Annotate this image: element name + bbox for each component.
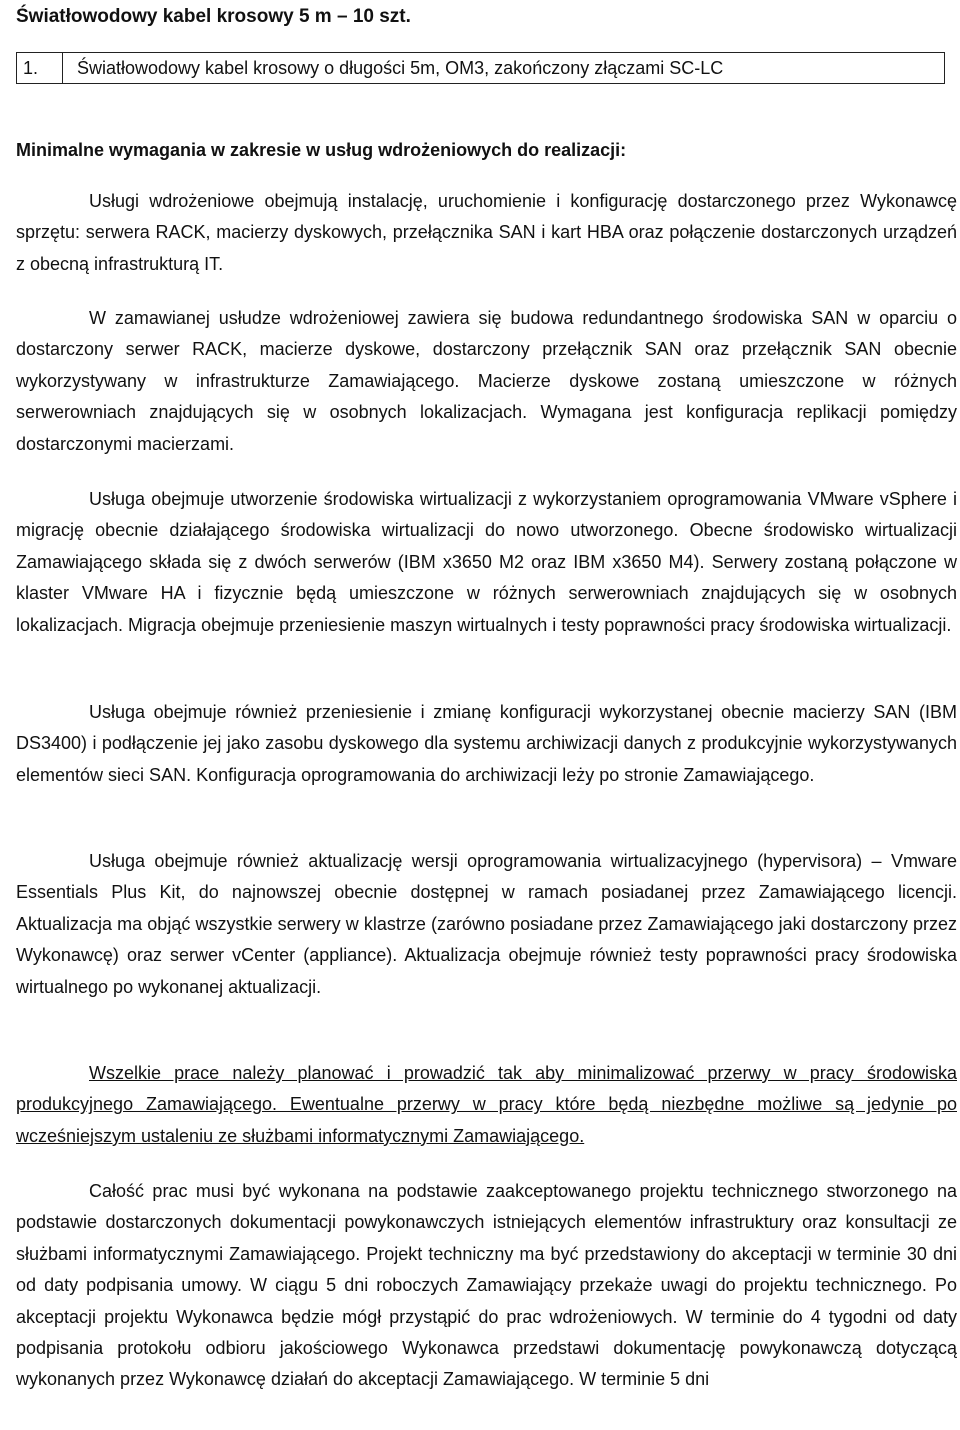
paragraph-san-migration: Usługa obejmuje również przeniesienie i zmianę konfiguracji wykorzystanej obecnie macierzy SAN (IBM DS3400) i podłączenie jej jako zasobu dyskowego dla systemu archiwizacji danych z produkcyjnie wykorzystywanych elementów sieci SAN. Konfiguracja oprogramowania do archiwizacji leży po stronie Zamawiającego. xyxy=(16,702,957,785)
paragraph-project-schedule: Całość prac musi być wykonana na podstawie zaakceptowanego projektu technicznego stworzonego na podstawie dostarczonych dokumentacji powykonawczych istniejących elementów infrastruktury oraz konsultacji ze służbami informatycznymi Zamawiającego. Projekt techniczny ma być przedstawiony do akceptacji w terminie 30 dni od daty podpisania umowy. W ciągu 5 dni roboczych Zamawiający przekaże uwagi do projektu technicznego. Po akceptacji projektu Wykonawca będzie mógł przystąpić do prac wdrożeniowych. W terminie do 4 tygodni od daty podpisania protokołu odbioru jakościowego Wykonawca przedstawi dokumentację powykonawczą dotyczącą wykonanych przez Wykonawcę działań do akceptacji Zamawiającego. W terminie 5 dni xyxy=(16,1181,957,1390)
paragraph-san-environment: W zamawianej usłudze wdrożeniowej zawiera się budowa redundantnego środowiska SAN w oparciu o dostarczony serwer RACK, macierze dyskowe, dostarczony przełącznik SAN oraz przełącznik SAN obecnie wykorzystywany w infrastrukturze Zamawiającego. Macierze dyskowe zostaną umieszczone w różnych serwerowniach znajdujących się w osobnych lokalizacjach. Wymagana jest konfiguracja replikacji pomiędzy dostarczonymi macierzami. xyxy=(16,308,957,454)
document-title: Światłowodowy kabel krosowy 5 m – 10 szt. xyxy=(16,6,411,27)
paragraph-deployment-scope: Usługi wdrożeniowe obejmują instalację, uruchomienie i konfigurację dostarczonego przez Wykonawcę sprzętu: serwera RACK, macierzy dyskowych, przełącznika SAN i kart HBA oraz połączenie dostarczonych urządzeń z obecną infrastrukturą IT. xyxy=(16,191,957,274)
spec-table-number: 1. xyxy=(17,53,63,83)
paragraph-downtime-note: Wszelkie prace należy planować i prowadzić tak aby minimalizować przerwy w pracy środowiska produkcyjnego Zamawiającego. Ewentualne przerwy w pracy które będą niezbędne możliwe są jedynie po wcześniejszym ustaleniu ze służbami informatycznymi Zamawiającego. xyxy=(16,1063,957,1146)
spec-table xyxy=(16,52,945,84)
requirements-heading: Minimalne wymagania w zakresie w usług wdrożeniowych do realizacji: xyxy=(16,140,627,160)
paragraph-virtualization: Usługa obejmuje utworzenie środowiska wirtualizacji z wykorzystaniem oprogramowania VMware vSphere i migrację obecnie działającego środowiska wirtualizacji do nowo utworzonego. Obecne środowisko wirtualizacji Zamawiającego składa się z dwóch serwerów (IBM x3650 M2 oraz IBM x3650 M4). Serwery zostaną połączone w klaster VMware HA i fizycznie będą umieszczone w różnych serwerowniach znajdujących się w osobnych lokalizacjach. Migracja obejmuje przeniesienie maszyn wirtualnych i testy poprawności pracy środowiska wirtualizacji. xyxy=(16,489,957,635)
spec-table-description: Światłowodowy kabel krosowy o długości 5m, OM3, zakończony złączami SC-LC xyxy=(77,57,724,78)
paragraph-hypervisor-update: Usługa obejmuje również aktualizację wersji oprogramowania wirtualizacyjnego (hypervisora) – Vmware Essentials Plus Kit, do najnowszej obecnie dostępnej w ramach posiadanej przez Zamawiającego licencji. Aktualizacja ma objąć wszystkie serwery w klastrze (zarówno posiadane przez Zamawiającego jaki dostarczony przez Wykonawcę) oraz serwer vCenter (appliance). Aktualizacja obejmuje również testy poprawności pracy środowiska wirtualnego po wykonanej aktualizacji. xyxy=(16,851,957,997)
